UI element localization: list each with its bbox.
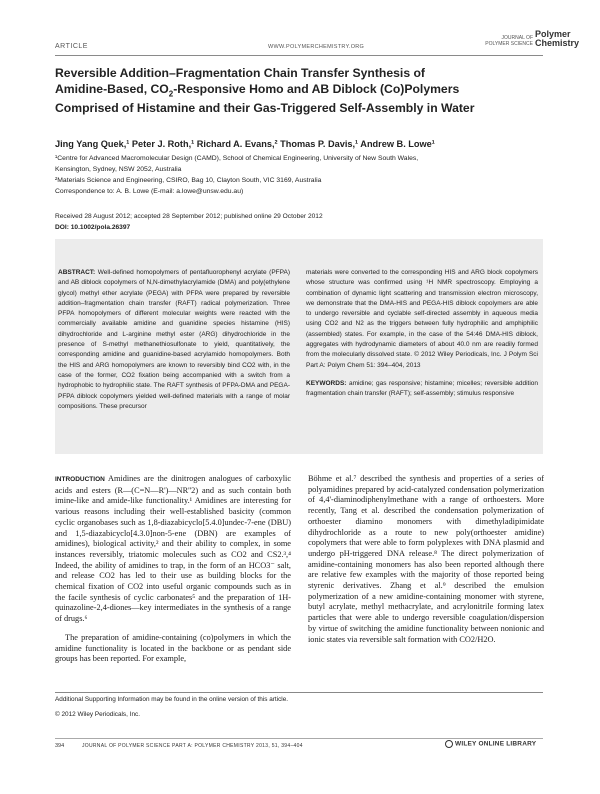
supporting-info-note: Additional Supporting Information may be found in the online version of this article.: [55, 696, 289, 703]
correspondence: Correspondence to: A. B. Lowe (E-mail: a.lowe@unsw.edu.au): [55, 188, 244, 195]
title-line-2-start: Amidine-Based, CO: [55, 81, 169, 96]
logo-line1: Polymer: [535, 29, 571, 39]
journal-name-line2: POLYMER SCIENCE: [485, 41, 533, 47]
article-title: [55, 66, 545, 117]
abstract-column-2: [306, 268, 538, 400]
footnote-divider: [55, 692, 543, 693]
keywords-text: amidine; gas responsive; histamine; micelles; reversible addition fragmentation chain transfer (RAFT); self-assembly; stimulus responsive: [306, 379, 539, 398]
title-line-2: [55, 82, 545, 102]
journal-name: [458, 35, 533, 47]
author-list: Jing Yang Quek,¹ Peter J. Roth,¹ Richard A. Evans,² Thomas P. Davis,¹ Andrew B. Lowe¹: [55, 139, 435, 149]
abstract-label: ABSTRACT:: [58, 269, 96, 276]
intro-paragraph-3: Böhme et al.⁷ described the synthesis and properties of a series of polyamidines prepared by acid-catalyzed condensation polymerization of 4,4'-diaminodiphenylmethane with a range of orthoesters. More recently, Tang et al. described the condensation polymerization of orthoester diamino monomers with dimethyladipimidate dihydrochloride as a route to new poly(orthoester amidine) copolymers that were able to form polyplexes with DNA plasmid and undergo pH-triggered DNA release.⁸ The direct polymerization of amidine-containing monomers has also been reported although there are relative few examples with the majority of those reported being styrenic derivatives. Zhang et al.⁹ described the emulsion polymerization of a new amidine-containing monomer with styrene, butyl acrylate, methyl methacrylate, and acrylonitrile forming latex particles that were able to undergo reversible coagulation/dispersion by virtue of switching the amidine functionality between nonionic and ionic states via reversible salt formation with CO2/H2O.: [308, 474, 544, 644]
header-divider: [55, 55, 543, 56]
intro-text: Amidines are the dinitrogen analogues of carboxylic acids and esters (R—(C=N—R')—NR''2) and as such contain both imine-like and amide-like functionality.¹ Amidines are interesting for various reasons including their well-established basicity (common cyclic organobases such as 1,8-diazabicyclo[5.4.0]undec-7-ene (DBU) and 1,5-diazabicyclo[4.3.0]non-5-ene (DBN) are examples of amidines), biological activity,² and their ability to complex, in some instances reversibly, triatomic molecules such as CO2 and CS2.³,⁴ Indeed, the ability of amidines to trap, in the form of an HCO3⁻ salt, and release CO2 has led to their use as building blocks for the chemical fixation of CO2 into useful organic compounds such as in the facile synthesis of cyclic carbonates⁵ and the preparation of 1H-quinazoline-2,4-diones—key intermediates in the synthesis of a range of drugs.⁶: [55, 474, 291, 624]
intro-paragraph-2: The preparation of amidine-containing (co)polymers in which the amidine functionality is located in the backbone or as pendant side groups has been reported. For example,: [55, 632, 291, 664]
publication-dates: [55, 212, 545, 233]
journal-logo: [535, 30, 579, 48]
body-column-2: [308, 474, 544, 653]
affiliation-1: ¹Centre for Advanced Macromolecular Design (CAMD), School of Chemical Engineering, University of New South Wales,: [55, 155, 419, 162]
logo-line2: Chemistry: [535, 38, 580, 48]
dates-line: Received 28 August 2012; accepted 28 September 2012; published online 29 October 2012: [55, 213, 323, 220]
page-number: 394: [55, 743, 65, 749]
affiliation-1-address: Kensington, Sydney, NSW 2052, Australia: [55, 166, 182, 173]
doi-line: [55, 223, 545, 234]
affiliation-2: ²Materials Science and Engineering, CSIRO, Bag 10, Clayton South, VIC 3169, Australia: [55, 177, 322, 184]
abstract-text-1: Well-defined homopolymers of pentafluorophenyl acrylate (PFPA) and AB diblock copolymers of N,N-dimethylacrylamide (DMA) and poly(ethylene glycol) methyl ether acrylate (PEGA) with PFPA were prepared by reversible addition–fragmentation chain transfer (RAFT) radical polymerization. Three PFPA homopolymers of different molecular weights were reacted with the commercially available amidine and guanidine species histamine (HIS) dihydrochloride and L-arginine methyl ester (ARG) dihydrochloride in the presence of S-methyl methanethiosulfonate to yield, quantitatively, the corresponding amidine and guanidine-based acrylamido homopolymers. Both the HIS and ARG homopolymers are known to reversibly bind CO2 with, in the case of the former, CO2 fixation being accompanied with a switch from a hydrophobic to hydrophilic state. The RAFT synthesis of PFPA-DMA and PEGA-PFPA diblock copolymers yielded well-defined materials with a range of molar compositions. These precursor: [58, 269, 290, 410]
wiley-logo-icon: [445, 740, 453, 748]
keywords-label: KEYWORDS:: [306, 379, 347, 387]
section-label: ARTICLE: [55, 43, 88, 50]
title-line-1: Reversible Addition–Fragmentation Chain Transfer Synthesis of: [55, 66, 425, 80]
journal-name-line1: JOURNAL OF: [501, 35, 533, 41]
title-subscript: 2: [168, 88, 174, 98]
journal-url[interactable]: WWW.POLYMERCHEMISTRY.ORG: [268, 44, 365, 50]
abstract-text-2: materials were converted to the corresponding HIS and ARG block copolymers whose structure was confirmed using ¹H NMR spectroscopy. Employing a combination of dynamic light scattering and transmission electron microscopy, we demonstrate that the DMA-HIS and PEGA-HIS diblock copolymers are able to undergo reversible and cyclable self-directed assembly in aqueous media using CO2 and N2 as the triggers between fully hydrophilic and amphiphilic (assembled) states. For example, in the case of the 54:46 DMA-HIS diblock, aggregates with hydrodynamic diameters of about 40.0 nm are readily formed from the molecularly dissolved state. © 2012 Wiley Periodicals, Inc. J Polym Sci Part A: Polym Chem 51: 394–404, 2013: [306, 269, 538, 369]
footer-divider: [55, 738, 543, 739]
title-line-2-end: -Responsive Homo and AB Diblock (Co)Polymers: [173, 81, 460, 96]
title-line-3: Comprised of Histamine and their Gas-Triggered Self-Assembly in Water: [55, 101, 475, 116]
intro-heading: INTRODUCTION: [55, 476, 105, 483]
keywords: [306, 379, 538, 400]
publisher-link[interactable]: [445, 740, 536, 748]
publisher-name: WILEY ONLINE LIBRARY: [455, 740, 537, 748]
doi-label: DOI:: [55, 223, 69, 231]
affiliations: [55, 153, 545, 197]
doi-link[interactable]: 10.1002/pola.26397: [70, 223, 131, 231]
body-column-1: [55, 474, 291, 673]
copyright-note: © 2012 Wiley Periodicals, Inc.: [55, 711, 140, 718]
intro-paragraph-1: [55, 474, 291, 625]
abstract-column-1: [58, 268, 290, 412]
footer-citation: JOURNAL OF POLYMER SCIENCE PART A: POLYMER CHEMISTRY 2013, 51, 394–404: [82, 743, 303, 749]
